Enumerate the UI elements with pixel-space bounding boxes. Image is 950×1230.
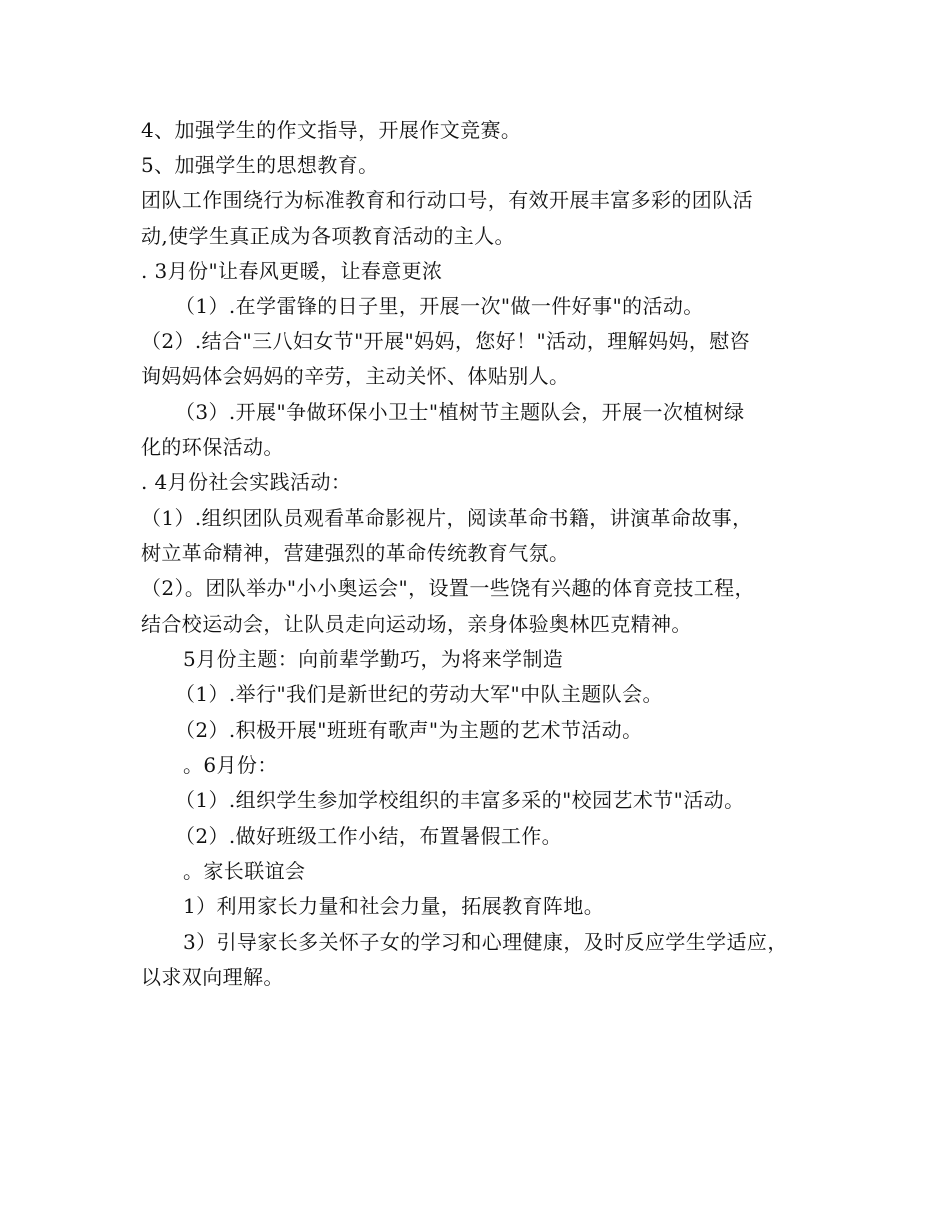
text-line: （1）.组织团队员观看革命影视片，阅读革命书籍，讲演革命故事，: [141, 506, 753, 530]
text-line: 结合校运动会，让队员走向运动场，亲身体验奥林匹克精神。: [141, 612, 692, 636]
text-line: （1）.举行"我们是新世纪的劳动大军"中队主题队会。: [175, 682, 663, 706]
text-line: 。家长联谊会: [183, 859, 306, 883]
text-line: 3）引导家长多关怀子女的学习和心理健康，及时反应学生学适应，: [183, 930, 788, 954]
text-line: . 4月份社会实践活动：: [141, 470, 352, 494]
text-line: 树立革命精神，营建强烈的革命传统教育气氛。: [141, 541, 570, 565]
text-line: 以求双向理解。: [141, 965, 284, 989]
text-line: （2）.做好班级工作小结，布置暑假工作。: [175, 824, 563, 848]
text-line: （2）。团队举办"小小奥运会"，设置一些饶有兴趣的体育竞技工程，: [141, 576, 755, 600]
text-line: 询妈妈体会妈妈的辛劳，主动关怀、体贴别人。: [141, 364, 570, 388]
text-line: （1）.在学雷锋的日子里，开展一次"做一件好事"的活动。: [175, 294, 704, 318]
text-line: 1）利用家长力量和社会力量，拓展教育阵地。: [183, 894, 605, 918]
text-line: 4、加强学生的作文指导，开展作文竞赛。: [141, 118, 522, 142]
text-line: 。6月份：: [183, 753, 278, 777]
text-line: . 3月份"让春风更暖，让春意更浓: [141, 259, 443, 283]
text-line: 团队工作围绕行为标准教育和行动口号，有效开展丰富多彩的团队活: [141, 188, 753, 212]
text-line: （3）.开展"争做环保小卫士"植树节主题队会，开展一次植树绿: [175, 400, 745, 424]
text-line: 5月份主题：向前辈学勤巧，为将来学制造: [183, 647, 564, 671]
text-line: 化的环保活动。: [141, 435, 284, 459]
text-line: （1）.组织学生参加学校组织的丰富多采的"校园艺术节"活动。: [175, 788, 745, 812]
text-line: 动,使学生真正成为各项教育活动的主人。: [141, 224, 515, 248]
text-line: （2）.结合"三八妇女节"开展"妈妈，您好！"活动，理解妈妈，慰咨: [141, 329, 751, 353]
text-line: 5、加强学生的思想教育。: [141, 153, 379, 177]
text-line: （2）.积极开展"班班有歌声"为主题的艺术节活动。: [175, 718, 643, 742]
